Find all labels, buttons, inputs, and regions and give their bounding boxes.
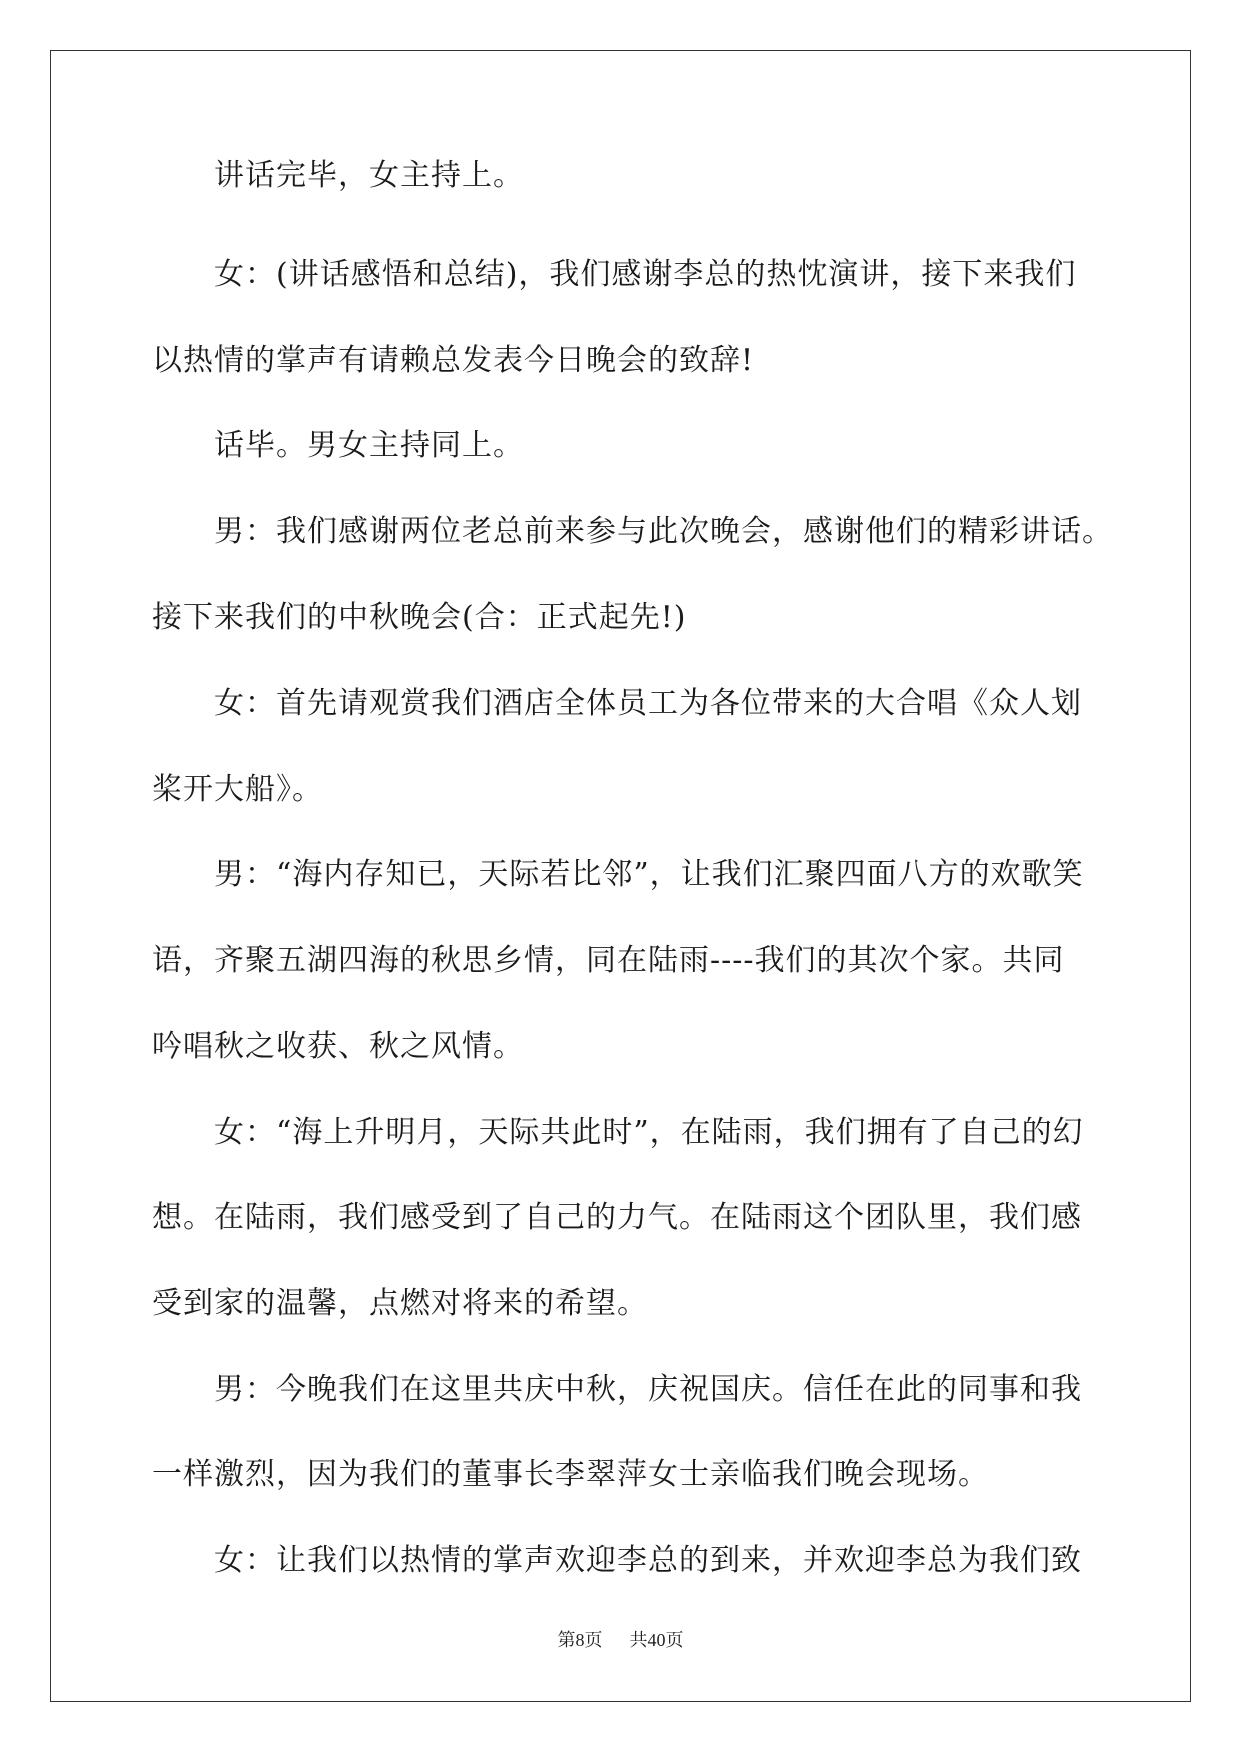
paragraph-line: 男：今晚我们在这里共庆中秋，庆祝国庆。信任在此的同事和我 bbox=[214, 1372, 1082, 1407]
page-footer bbox=[0, 1626, 1241, 1652]
paragraph-line: 受到家的温馨，点燃对将来的希望。 bbox=[152, 1286, 648, 1321]
paragraph-line: 话毕。男女主持同上。 bbox=[214, 428, 524, 463]
paragraph-line: 想。在陆雨，我们感受到了自己的力气。在陆雨这个团队里，我们感 bbox=[152, 1200, 1082, 1235]
paragraph-line: 语，齐聚五湖四海的秋思乡情，同在陆雨----我们的其次个家。共同 bbox=[152, 943, 1065, 978]
paragraph-line: 接下来我们的中秋晚会(合：正式起先!) bbox=[152, 600, 687, 635]
paragraph-line: 女：让我们以热情的掌声欢迎李总的到来，并欢迎李总为我们致 bbox=[214, 1543, 1082, 1578]
paragraph-line: 一样激烈，因为我们的董事长李翠萍女士亲临我们晚会现场。 bbox=[152, 1457, 989, 1492]
paragraph-line: 吟唱秋之收获、秋之风情。 bbox=[152, 1029, 524, 1064]
page-number: 第8页 bbox=[557, 1630, 603, 1650]
paragraph-line: 女：(讲话感悟和总结)，我们感谢李总的热忱演讲，接下来我们 bbox=[214, 257, 1077, 292]
paragraph-line: 讲话完毕，女主持上。 bbox=[214, 158, 524, 193]
paragraph-line: 以热情的掌声有请赖总发表今日晚会的致辞! bbox=[152, 343, 755, 378]
paragraph-line: 桨开大船》。 bbox=[152, 772, 323, 807]
page-total: 共40页 bbox=[629, 1630, 684, 1650]
paragraph-line: 女：“海上升明月，天际共此时”，在陆雨，我们拥有了自己的幻 bbox=[214, 1115, 1084, 1150]
paragraph-line: 女：首先请观赏我们酒店全体员工为各位带来的大合唱《众人划 bbox=[214, 686, 1082, 721]
paragraph-line: 男：我们感谢两位老总前来参与此次晚会，感谢他们的精彩讲话。 bbox=[214, 514, 1113, 549]
paragraph-line: 男：“海内存知已，天际若比邻”，让我们汇聚四面八方的欢歌笑 bbox=[214, 857, 1084, 892]
